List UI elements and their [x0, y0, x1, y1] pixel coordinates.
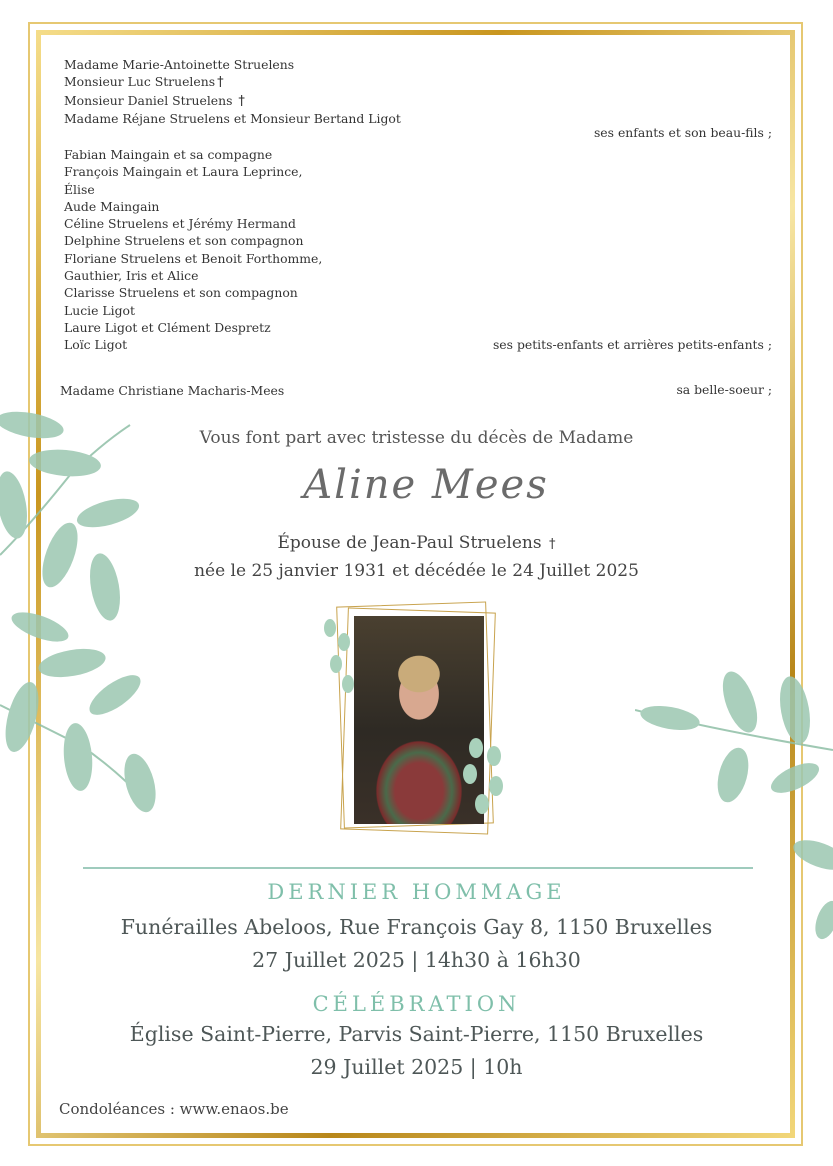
sister-in-law-relation: sa belle-soeur ;	[676, 382, 772, 397]
list-item: Laure Ligot et Clément Despretz	[64, 319, 271, 335]
list-item: Madame Marie-Antoinette Struelens	[64, 57, 295, 72]
list-item: Élise	[64, 181, 95, 197]
hommage-time: 27 Juillet 2025 | 14h30 à 16h30	[252, 948, 581, 972]
list-item: Madame Réjane Struelens et Monsieur Bertand Ligot	[64, 110, 401, 126]
list-item: Aude Maingain	[64, 198, 160, 214]
cross-icon: †	[238, 93, 245, 109]
list-item: Loïc Ligot	[64, 337, 128, 353]
list-item: Madame Christiane Macharis-Mees	[60, 383, 285, 398]
grandchildren-list	[64, 146, 322, 354]
list-item: Floriane Struelens et Benoit Forthomme,	[64, 250, 323, 266]
sister-in-law	[60, 382, 284, 399]
celebration-title: CÉLÉBRATION	[312, 992, 521, 1016]
leaf-sprig-icon	[456, 734, 516, 824]
cross-icon: †	[549, 537, 556, 552]
list-item: Monsieur Luc Struelens †	[64, 74, 224, 91]
portrait-frame	[336, 604, 496, 834]
list-item: Clarisse Struelens et son compagnon	[64, 285, 298, 301]
hommage-place: Funérailles Abeloos, Rue François Gay 8, 1150 Bruxelles	[120, 915, 713, 939]
celebration-time: 29 Juillet 2025 | 10h	[310, 1055, 523, 1079]
condolences-link[interactable]: Condoléances : www.enaos.be	[59, 1100, 289, 1118]
eucalyptus-right-decoration	[635, 670, 833, 950]
list-item: Céline Struelens et Jérémy Hermand	[64, 216, 296, 232]
grandchildren-relation: ses petits-enfants et arrières petits-enfants ;	[492, 337, 772, 352]
list-item: Lucie Ligot	[64, 302, 135, 318]
divider	[83, 867, 753, 869]
birth-death-dates: née le 25 janvier 1931 et décédée le 24 Juillet 2025	[194, 561, 639, 581]
list-item: François Maingain et Laura Leprince,	[64, 164, 303, 180]
list-item: Monsieur Daniel Struelens †	[64, 92, 245, 109]
spouse-line: Épouse de Jean-Paul Struelens †	[277, 533, 556, 553]
cross-icon: †	[217, 75, 224, 91]
celebration-place: Église Saint-Pierre, Parvis Saint-Pierre, 1150 Bruxelles	[129, 1022, 704, 1046]
list-item: Gauthier, Iris et Alice	[64, 268, 199, 284]
intro-text: Vous font part avec tristesse du décès de Madame	[199, 428, 634, 448]
children-relation: ses enfants et son beau-fils ;	[593, 125, 772, 140]
children-list	[64, 56, 401, 127]
list-item: Delphine Struelens et son compagnon	[64, 233, 304, 249]
hommage-title: DERNIER HOMMAGE	[267, 880, 566, 904]
deceased-name: Aline Mees	[303, 462, 549, 508]
list-item: Fabian Maingain et sa compagne	[64, 147, 273, 162]
leaf-sprig-icon	[318, 614, 368, 704]
